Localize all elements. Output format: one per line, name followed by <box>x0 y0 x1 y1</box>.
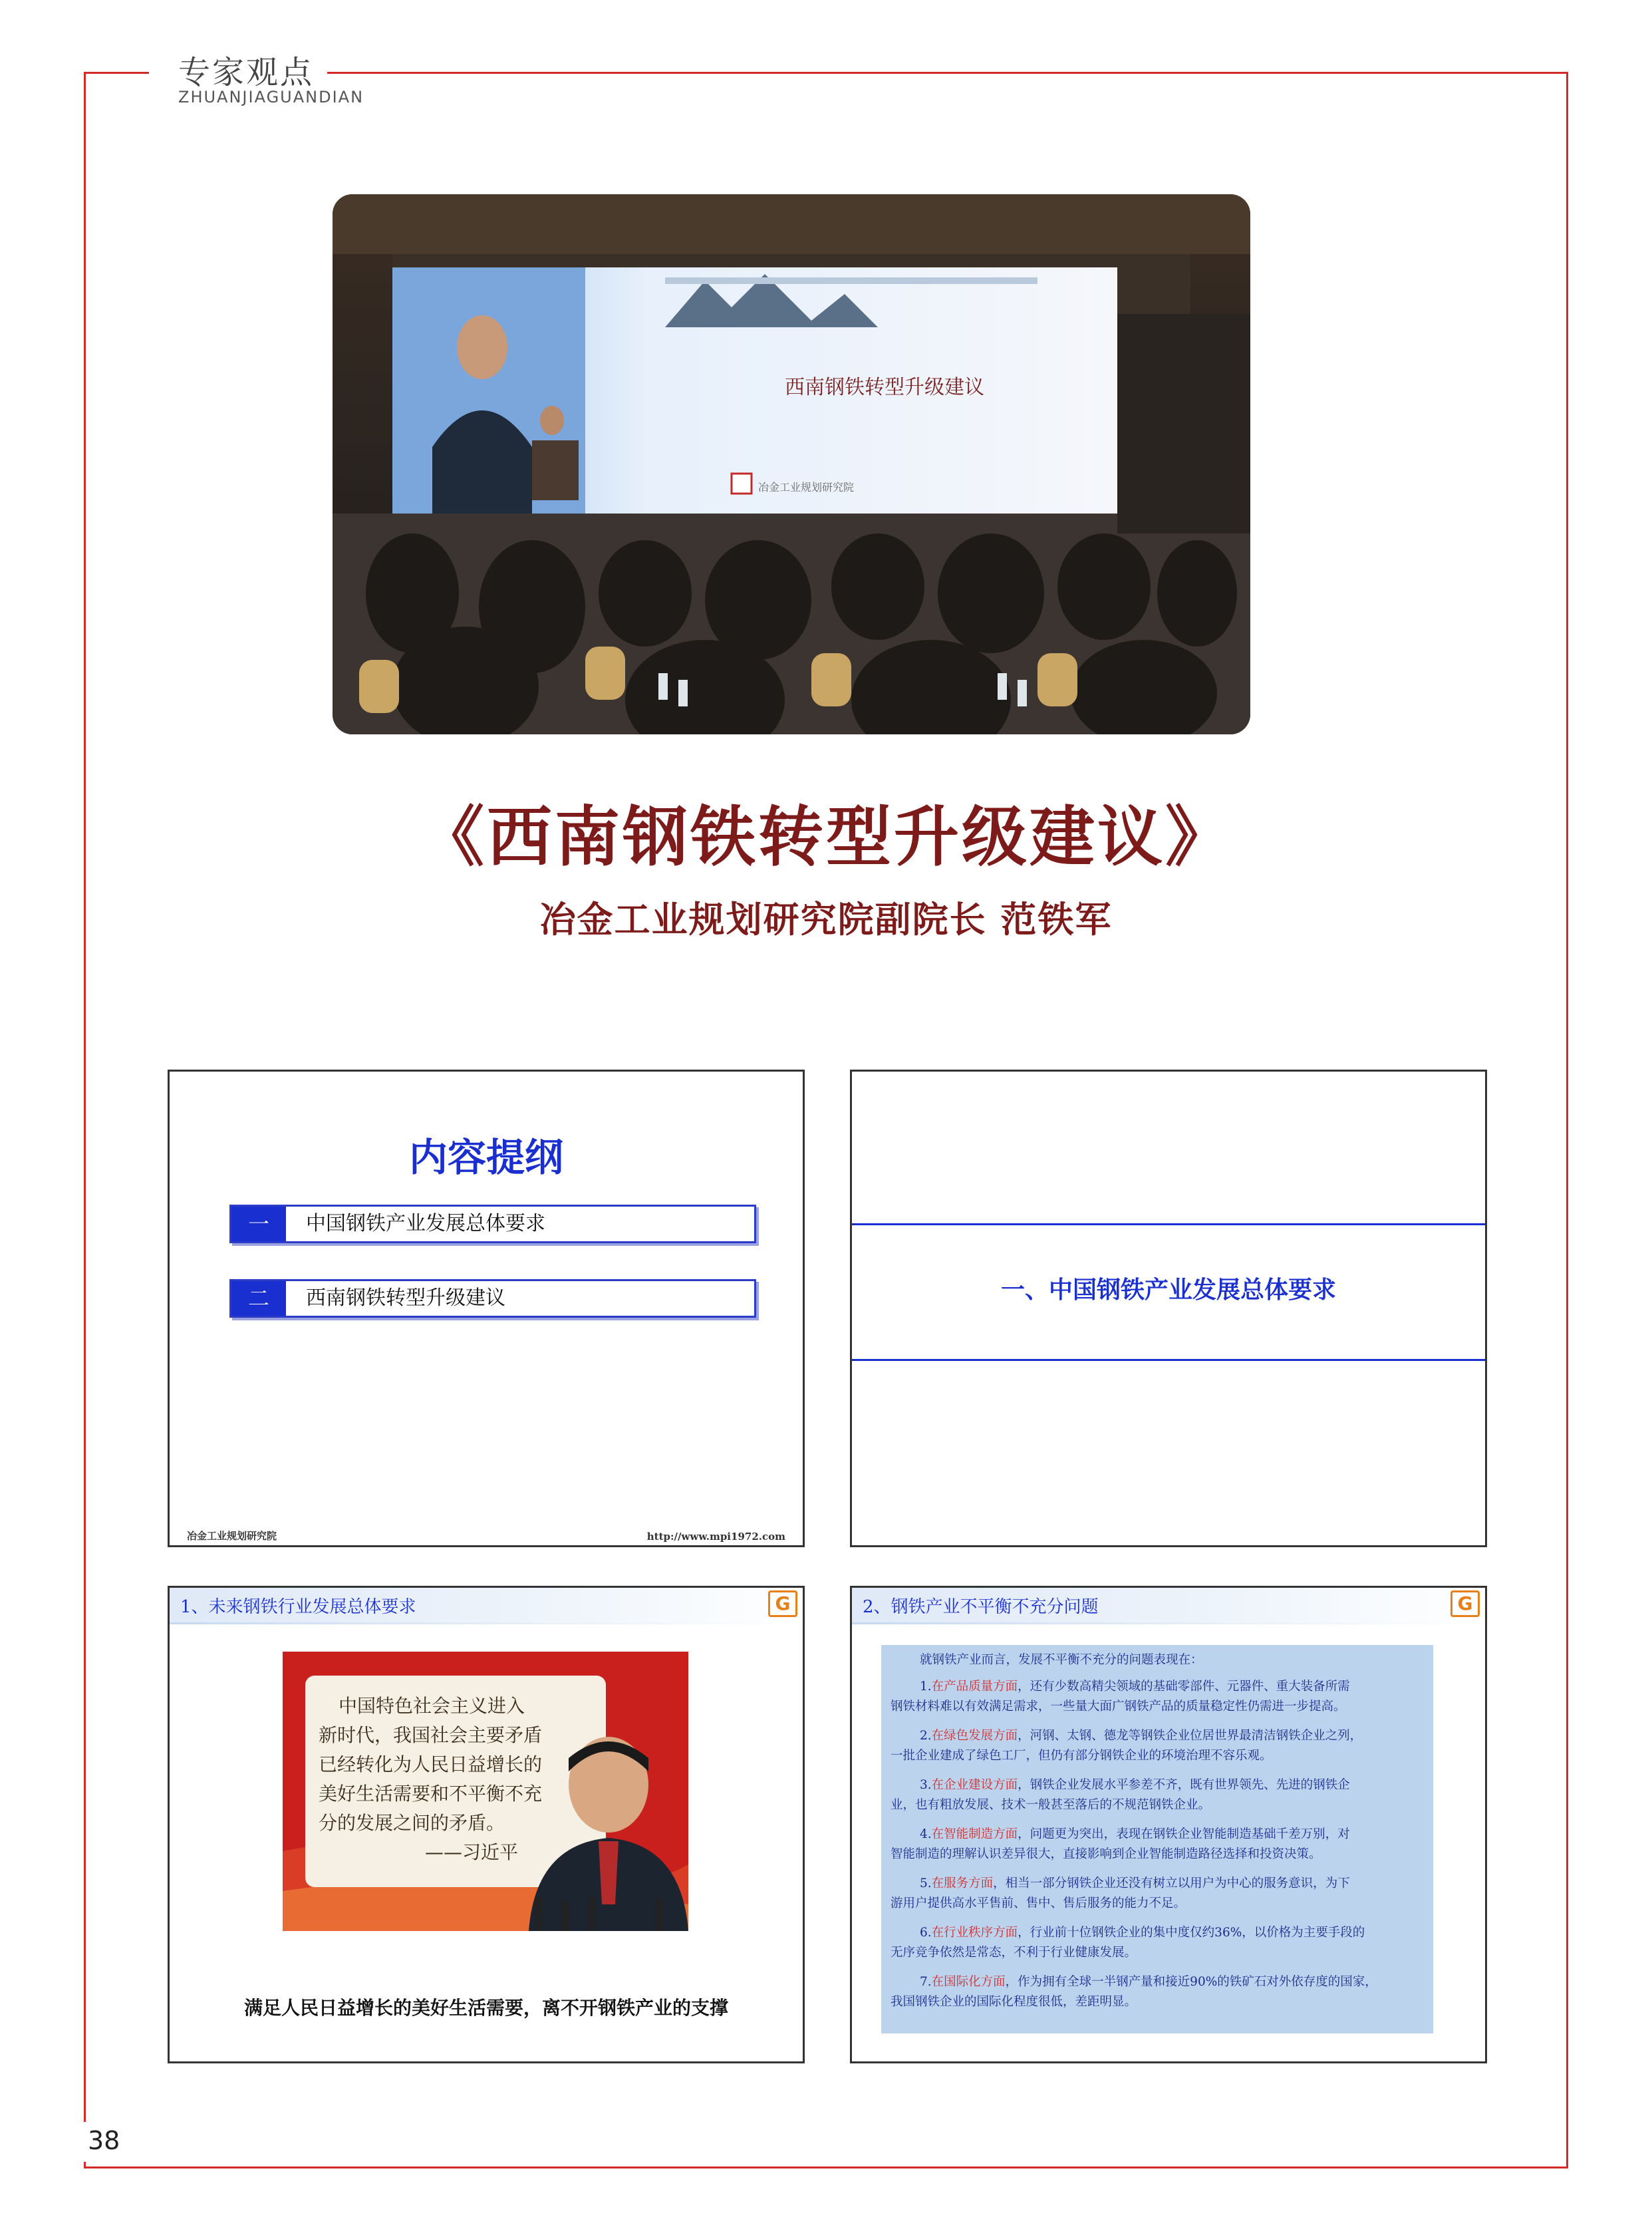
outline-item <box>229 1205 756 1243</box>
slide-outline-title: 内容提纲 <box>408 1135 563 1180</box>
outline-item-number: 一 <box>231 1207 286 1241</box>
quote-line: 分的发展之间的矛盾。 <box>319 1812 505 1834</box>
issue-line-continued: 游用户提供高水平售前、售中、售后服务的能力不足。 <box>891 1896 1186 1910</box>
section-pinyin: ZHUANJIAGUANDIAN <box>178 88 364 106</box>
issue-text: ，还有少数高精尖领域的基础零部件、元器件、重大装备所需 <box>1018 1680 1350 1694</box>
divider-line <box>852 1359 1485 1361</box>
issue-text: ，行业前十位钢铁企业的集中度仅约36%，以价格为主要手段的 <box>1018 1926 1365 1940</box>
issue-line <box>920 1729 1457 1743</box>
issue-line-continued: 业，也有粗放发展、技术一般甚至落后的不规范钢铁企业。 <box>891 1798 1211 1812</box>
slide-header-bar <box>852 1588 1485 1623</box>
slide-footer-org: 冶金工业规划研究院 <box>187 1530 277 1542</box>
quote-line: 新时代，我国社会主要矛盾 <box>319 1724 543 1746</box>
issue-number: 7. <box>920 1975 932 1989</box>
slide-caption: 满足人民日益增长的美好生活需要，离不开钢铁产业的支撑 <box>243 1997 728 2019</box>
issue-key: 在行业秩序方面 <box>931 1926 1018 1940</box>
slide-header-text: 1、未来钢铁行业发展总体要求 <box>180 1597 416 1617</box>
conference-photo <box>333 194 1250 734</box>
section-heading: 一、中国钢铁产业发展总体要求 <box>1000 1276 1336 1304</box>
issue-number: 3. <box>920 1778 932 1792</box>
outline-item-label: 西南钢铁转型升级建议 <box>306 1286 505 1310</box>
issue-text: ，问题更为突出，表现在钢铁企业智能制造基础千差万别，对 <box>1018 1827 1350 1841</box>
issue-text: ，河钢、太钢、德龙等钢铁企业位居世界最清洁钢铁企业之列， <box>1018 1729 1363 1743</box>
slide-imbalance-issues <box>850 1586 1487 2063</box>
issue-line <box>920 1827 1457 1842</box>
quote-poster <box>283 1652 688 1931</box>
outline-item-number: 二 <box>231 1281 286 1316</box>
issue-line-continued: 一批企业建成了绿色工厂，但仍有部分钢铁企业的环境治理不容乐观。 <box>891 1749 1272 1763</box>
issue-number: 2. <box>920 1729 932 1743</box>
section-title: 专家观点 <box>178 54 315 91</box>
outline-item <box>229 1279 756 1318</box>
issue-text: ，作为拥有全球一半钢产量和接近90%的铁矿石对外依存度的国家， <box>1005 1975 1377 1989</box>
issue-line-continued: 我国钢铁企业的国际化程度很低，差距明显。 <box>891 1995 1137 2009</box>
speaker-portrait <box>522 1731 688 1931</box>
issue-line-continued: 智能制造的理解认识差异很大，直接影响到企业智能制造路径选择和投资决策。 <box>891 1847 1321 1861</box>
issue-key: 在服务方面 <box>931 1876 994 1890</box>
issue-key: 在产品质量方面 <box>931 1680 1018 1694</box>
issue-key: 在国际化方面 <box>931 1975 1006 1989</box>
issue-number: 4. <box>920 1827 932 1841</box>
issue-text: ，钢铁企业发展水平参差不齐，既有世界领先、先进的钢铁企 <box>1018 1778 1350 1792</box>
slide-requirements <box>168 1586 805 2063</box>
article-title: 《西南钢铁转型升级建议》 <box>418 800 1233 875</box>
issue-line <box>920 1680 1457 1694</box>
issue-number: 6. <box>920 1926 932 1940</box>
issue-line-continued: 无序竞争依然是常态，不利于行业健康发展。 <box>891 1946 1137 1960</box>
quote-line: 美好生活需要和不平衡不充 <box>319 1783 543 1805</box>
issue-key: 在绿色发展方面 <box>931 1729 1018 1743</box>
issue-line <box>920 1926 1457 1940</box>
header-rule <box>170 1622 803 1624</box>
divider-line <box>852 1223 1485 1225</box>
slide-header-text: 2、钢铁产业不平衡不充分问题 <box>863 1597 1099 1617</box>
photo-screen-org: 冶金工业规划研究院 <box>758 481 855 494</box>
quote-author: ——习近平 <box>425 1841 519 1863</box>
quote-line: 已经转化为人民日益增长的 <box>319 1753 543 1775</box>
outline-item-label: 中国钢铁产业发展总体要求 <box>306 1212 545 1235</box>
issue-key: 在智能制造方面 <box>931 1827 1018 1841</box>
quote-line: 中国特色社会主义进入 <box>339 1695 525 1717</box>
issues-intro: 就钢铁产业而言，发展不平衡不充分的问题表现在： <box>920 1653 1203 1667</box>
photo-screen-title: 西南钢铁转型升级建议 <box>785 376 984 399</box>
issue-line <box>920 1778 1457 1793</box>
institute-logo-icon: G <box>768 1590 797 1617</box>
slide-header-bar <box>170 1588 803 1623</box>
issues-panel <box>881 1645 1433 2033</box>
slide-outline <box>168 1070 805 1547</box>
issue-line <box>920 1876 1457 1891</box>
issue-text: ，相当一部分钢铁企业还没有树立以用户为中心的服务意识，为下 <box>993 1876 1350 1890</box>
page-number: 38 <box>88 2126 120 2155</box>
header-rule <box>852 1622 1485 1624</box>
article-subtitle: 冶金工业规划研究院副院长 范铁军 <box>539 899 1113 941</box>
issue-number: 1. <box>920 1680 932 1694</box>
slide-footer-url: http://www.mpi1972.com <box>646 1531 785 1543</box>
slide-section-one <box>850 1070 1487 1547</box>
issue-key: 在企业建设方面 <box>931 1778 1018 1792</box>
institute-logo-icon: G <box>1450 1590 1480 1617</box>
issue-line <box>920 1975 1457 1990</box>
issue-number: 5. <box>920 1876 932 1890</box>
issue-line-continued: 钢铁材料难以有效满足需求，一些量大面广钢铁产品的质量稳定性仍需进一步提高。 <box>891 1700 1346 1714</box>
